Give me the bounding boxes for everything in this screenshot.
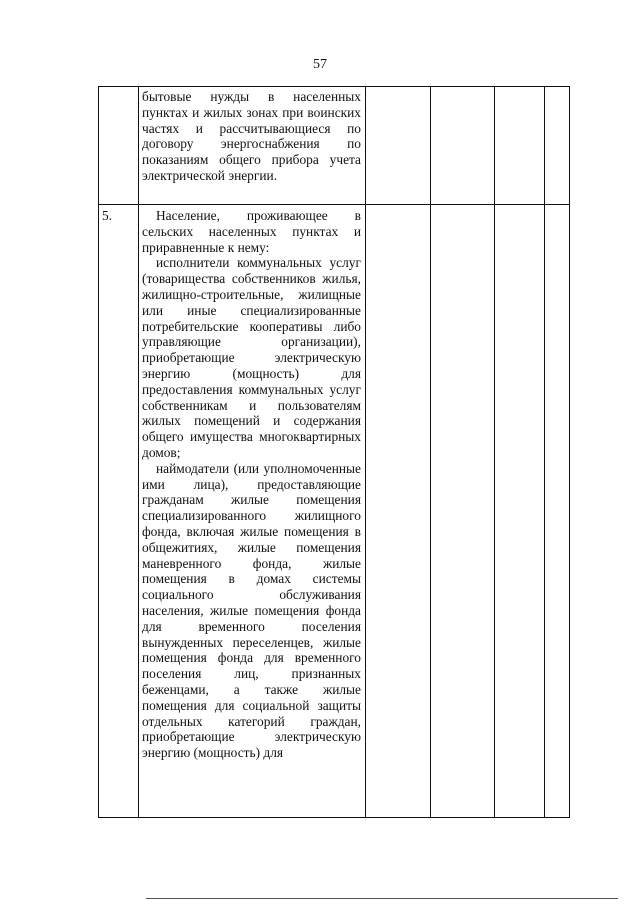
page-number: 57: [313, 57, 327, 72]
row-divider: [98, 204, 570, 205]
row-description: [142, 208, 361, 761]
description-paragraph: Население, проживающее в сельских населенных пунктах и приравненные к нему:: [142, 208, 361, 255]
row-description: [142, 89, 361, 184]
table-border-bottom: [98, 817, 570, 818]
page-bottom-rule: [146, 898, 618, 899]
table-border-left: [98, 86, 99, 818]
description-paragraph: наймодатели (или уполномоченные ими лица), предоставляющие гражданам жилые помещения специализированного жилищного фонда, включая жилые помещения в общежитиях, жилые помещения маневренного фонда, жилые помещения в домах системы социального обслуживания населения, жилые помещения фонда для временного поселения вынужденных переселенцев, жилые помещения фонда для временного поселения лиц, признанных беженцами, а также жилые помещения для социальной защиты отдельных категорий граждан, приобретающие электрическую энергию (мощность) для: [142, 460, 361, 761]
description-paragraph: исполнители коммунальных услуг (товарищества собственников жилья, жилищно-строительные, жилищные или иные специализированные потребительские кооперативы либо управляющие организации), приобретающие электрическую энергию (мощность) для предоставления коммунальных услуг собственникам и пользователям жилых помещений и содержания общего имущества многоквартирных домов;: [142, 255, 361, 460]
column-divider: [544, 86, 545, 818]
row-number: 5.: [102, 208, 113, 223]
description-paragraph: бытовые нужды в населенных пунктах и жилых зонах при воинских частях и рассчитывающиеся по договору энергоснабжения по показаниям общего прибора учета электрической энергии.: [142, 89, 361, 183]
column-divider: [138, 86, 139, 818]
tariff-table: [98, 86, 570, 818]
table-border-top: [98, 86, 570, 87]
column-divider: [430, 86, 431, 818]
table-border-right: [569, 86, 570, 818]
column-divider: [365, 86, 366, 818]
column-divider: [494, 86, 495, 818]
